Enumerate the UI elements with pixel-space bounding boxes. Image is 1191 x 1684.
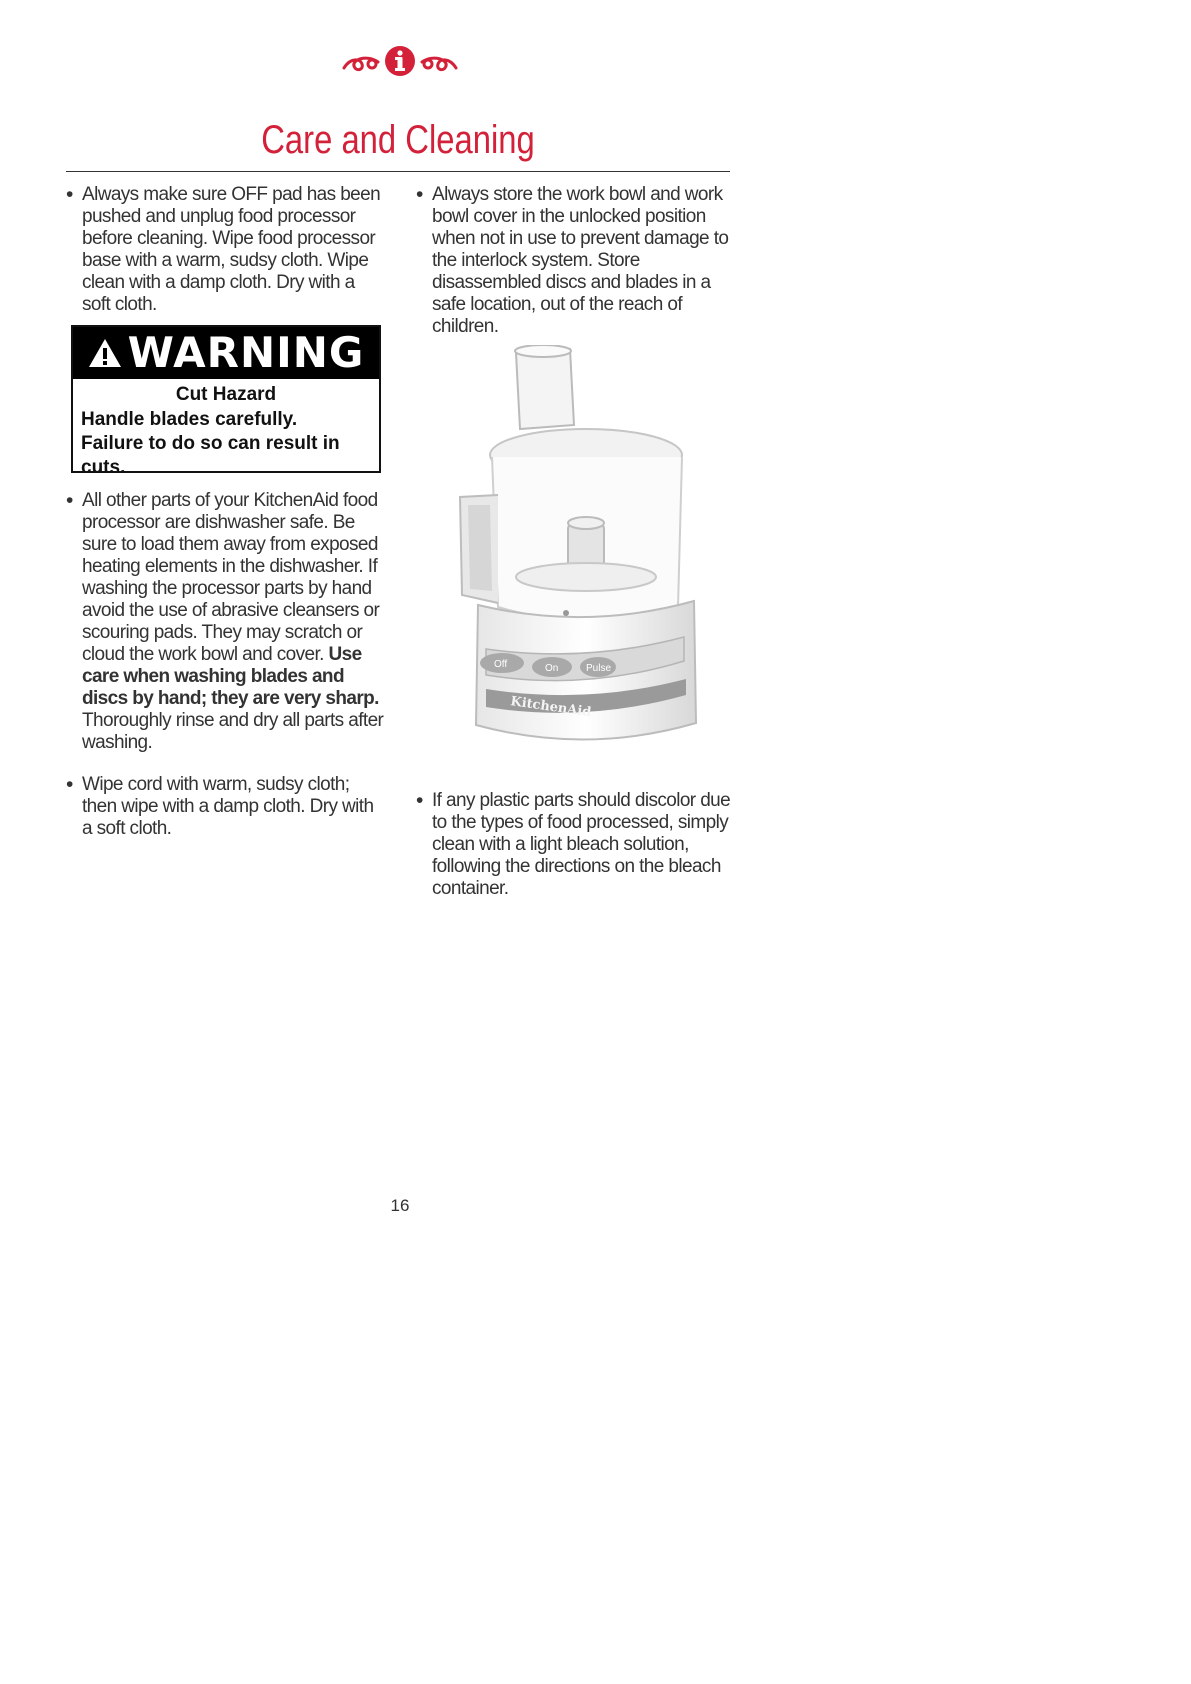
button-label-off: Off xyxy=(494,659,508,670)
dishwasher-instruction xyxy=(82,490,386,754)
discolor-instruction: If any plastic parts should discolor due to the types of food processed, simply clean with a light bleach solution, following the directions on the bleach container. xyxy=(432,790,731,899)
list-item: • Always store the work bowl and work bowl cover in the unlocked position when not in use to prevent damage to the interlock system. Store disassembled discs and blades in a safe location, out of the reach of children. xyxy=(416,184,736,338)
warning-box xyxy=(71,325,381,478)
list-item: • All other parts of your KitchenAid food processor are dishwasher safe. Be sure to load them away from exposed heating elements in the dishwasher. If washing the processor parts by hand avoid the use of abrasive cleansers or scouring pads. They may scratch or cloud the work bowl and cover. Use care when washing blades and discs by hand; they are very sharp. Thoroughly rinse and dry all parts after washing. xyxy=(66,490,386,754)
list-item: • Always make sure OFF pad has been pushed and unplug food processor before cleaning. Wipe food processor base with a warm, sudsy cloth. Wipe clean with a damp cloth. Dry with a soft cloth. xyxy=(66,184,386,316)
page-title: Care and Cleaning xyxy=(261,118,535,162)
brand-logo: KitchenAid xyxy=(509,694,593,721)
left-column-lower xyxy=(66,490,386,840)
warning-heading: WARNING xyxy=(127,328,365,377)
warning-line: Failure to do so can result in cuts. xyxy=(81,433,340,478)
button-label-on: On xyxy=(545,663,559,674)
sharp-blades-caution: Use care when washing blades and discs by hand; they are very sharp. xyxy=(82,644,379,709)
right-column-lower xyxy=(416,790,736,900)
warning-title: Cut Hazard xyxy=(175,384,277,405)
warning-line: Handle blades carefully. xyxy=(81,409,298,430)
left-column xyxy=(66,184,386,316)
rinse-text: Thoroughly rinse and dry all parts after washing. xyxy=(82,710,384,753)
dishwasher-text: All other parts of your KitchenAid food processor are dishwasher safe. Be sure to load them away from exposed heating elements in the dishwasher. If washing the processor parts by hand avoid the use of abrasive cleansers or scouring pads. They may scratch or cloud the work bowl and cover. xyxy=(82,490,380,665)
food-processor-illustration xyxy=(446,345,706,775)
info-scroll-ornament-icon xyxy=(338,44,462,78)
warning-body xyxy=(73,406,379,480)
storage-instruction: Always store the work bowl and work bowl cover in the unlocked position when not in use to prevent damage to the interlock system. Store disassembled discs and blades in a safe location, out of the reach of children. xyxy=(432,184,729,337)
warning-header xyxy=(73,327,379,379)
warning-triangle-icon xyxy=(88,337,122,369)
list-item: • If any plastic parts should discolor due to the types of food processed, simply clean with a light bleach solution, following the directions on the bleach container. xyxy=(416,790,736,900)
button-label-pulse: Pulse xyxy=(586,663,612,674)
cleaning-instruction: Always make sure OFF pad has been pushed and unplug food processor before cleaning. Wipe food processor base with a warm, sudsy cloth. Wipe clean with a damp cloth. Dry with a soft cloth. xyxy=(82,184,381,315)
title-divider xyxy=(66,171,730,172)
page-number: 16 xyxy=(390,1196,410,1215)
right-column xyxy=(416,184,736,338)
list-item: • Wipe cord with warm, sudsy cloth; then wipe with a damp cloth. Dry with a soft cloth. xyxy=(66,774,386,840)
cord-instruction: Wipe cord with warm, sudsy cloth; then wipe with a damp cloth. Dry with a soft cloth. xyxy=(82,774,374,839)
